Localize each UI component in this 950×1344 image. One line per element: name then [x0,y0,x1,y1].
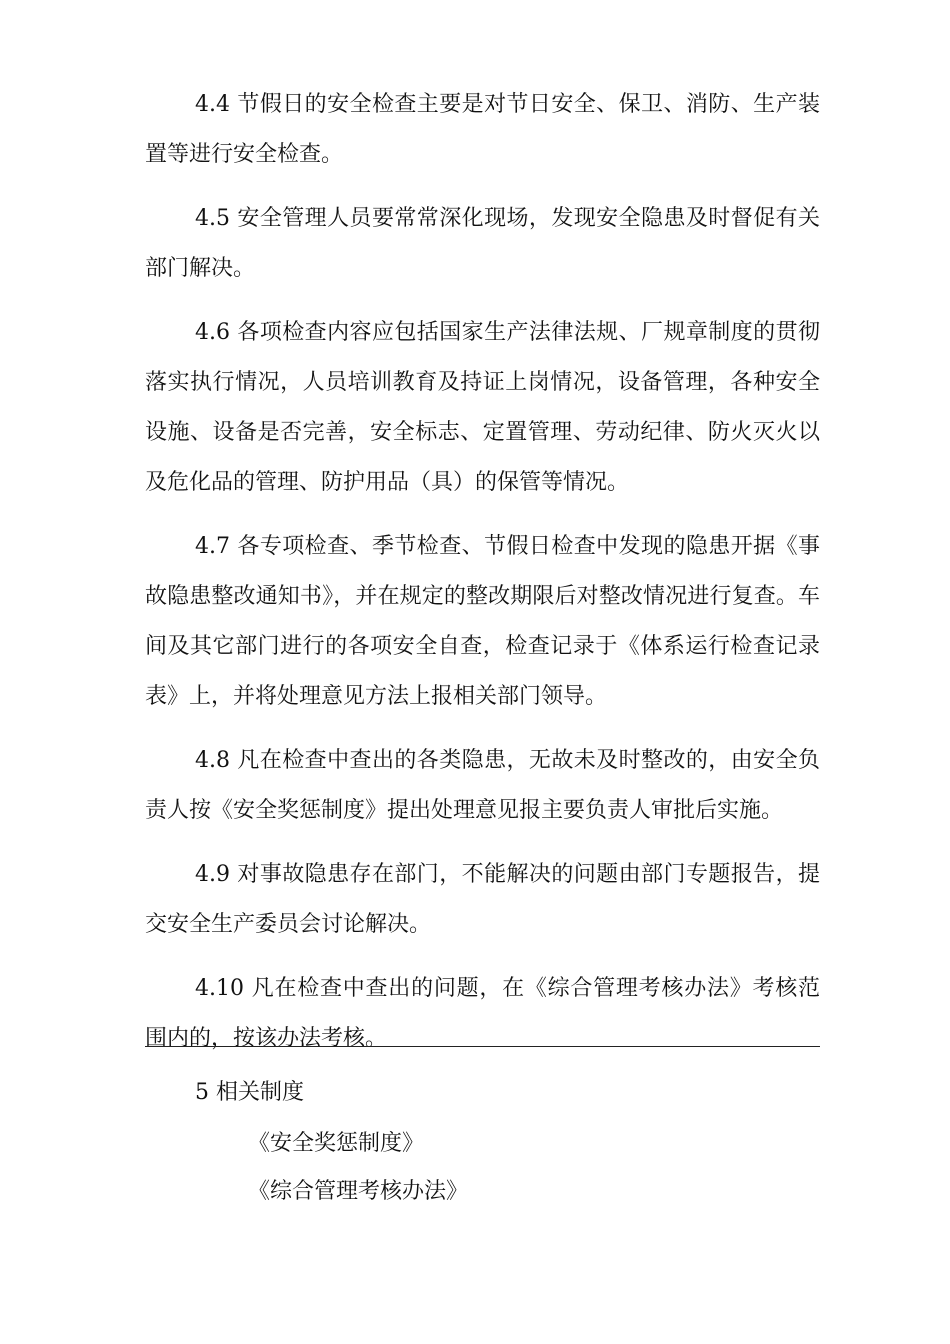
paragraph-4-5: 4.5 安全管理人员要常常深化现场，发现安全隐患及时督促有关部门解决。 [145,206,820,281]
reference-item: 《安全奖惩制度》 [248,1131,425,1156]
body-text [145,80,820,1078]
section-divider [145,1046,820,1047]
paragraph-4-7: 4.7 各专项检查、季节检查、节假日检查中发现的隐患开据《事故隐患整改通知书》，并在规定的整改期限后对整改情况进行复查。车间及其它部门进行的各项安全自查，检查记录于《体系运行检查记录表》上，并将处理意见方法上报相关部门领导。 [145,534,820,709]
paragraph-4-9: 4.9 对事故隐患存在部门，不能解决的问题由部门专题报告，提交安全生产委员会讨论解决。 [145,862,820,937]
section-title: 5 相关制度 [195,1080,304,1105]
paragraph-4-6: 4.6 各项检查内容应包括国家生产法律法规、厂规章制度的贯彻落实执行情况，人员培训教育及持证上岗情况，设备管理，各种安全设施、设备是否完善，安全标志、定置管理、劳动纪律、防火灭火以及危化品的管理、防护用品（具）的保管等情况。 [145,320,820,495]
paragraph-4-8: 4.8 凡在检查中查出的各类隐患，无故未及时整改的，由安全负责人按《安全奖惩制度》提出处理意见报主要负责人审批后实施。 [145,748,820,823]
reference-item: 《综合管理考核办法》 [248,1179,469,1204]
paragraph-4-10: 4.10 凡在检查中查出的问题，在《综合管理考核办法》考核范围内的，按该办法考核。 [145,976,820,1051]
paragraph-4-4: 4.4 节假日的安全检查主要是对节日安全、保卫、消防、生产装置等进行安全检查。 [145,92,820,167]
